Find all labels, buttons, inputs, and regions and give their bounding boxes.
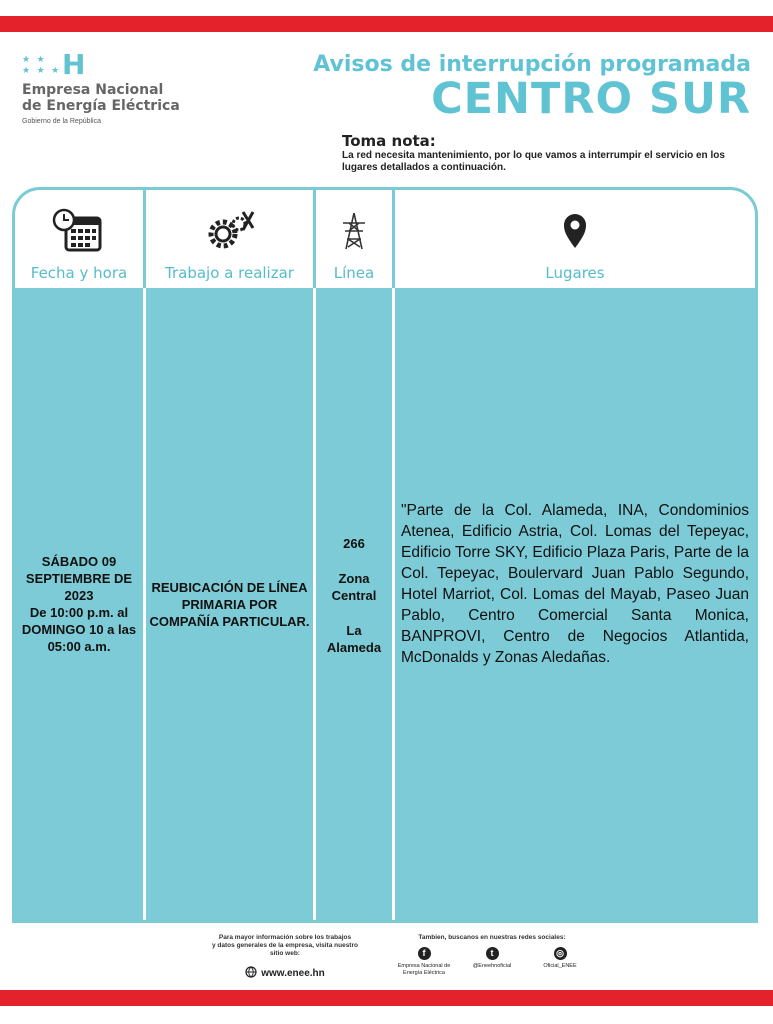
header-linea [316,190,392,288]
column-label-lugares: Lugares [545,264,605,282]
page-title: CENTRO SUR [431,74,751,124]
cell-linea [316,288,392,920]
company-name-line1: Empresa Nacional [22,82,164,98]
globe-icon [245,966,257,981]
location-pin-icon [395,206,755,256]
facebook-link[interactable] [392,947,456,976]
header-fecha [15,190,143,288]
cell-fecha [15,288,143,920]
line-area: Alameda [326,639,382,655]
notice-title: Toma nota: [342,132,436,150]
date-line: DOMINGO 10 a las [21,622,137,637]
date-line: De 10:00 p.m. al [29,605,129,620]
footer-info-line: Para mayor información sobre los trabajos [218,934,352,941]
footer-info [200,934,370,981]
line-number: 266 [343,535,365,551]
gears-tools-icon [146,206,313,256]
government-label: Gobierno de la República [22,118,101,125]
column-label-trabajo: Trabajo a realizar [165,264,294,282]
line-area: La [346,622,362,638]
footer-info-line: sitio web: [270,950,300,957]
date-line: SEPTIEMBRE DE [25,571,133,586]
page-subtitle: Avisos de interrupción programada [313,52,751,77]
column-label-fecha: Fecha y hora [30,264,128,282]
facebook-label: Energía Eléctrica [403,969,445,976]
footer-social [392,934,592,976]
footer-info-line: y datos generales de la empresa, visita nuestro [212,942,358,949]
website-text: www.enee.hn [261,968,325,979]
places-text: "Parte de la Col. Alameda, INA, Condominios Atenea, Edificio Astria, Col. Lomas del Tepeyac, Edificio Torre SKY, Edificio Plaza Paris, Parte de la Col. Tepeyac, Boulervard Juan Pablo Segundo, Hotel Marriot, Col. Lomas del Mayab, Paseo Juan Pablo, Centro Comercial Santa Monica, BANPROVI, Centro de Negocios Atlantida, McDonalds y Zonas Aledañas. [401,502,749,666]
table-header [15,190,755,288]
date-line: SÁBADO 09 [41,554,117,569]
date-line: 05:00 a.m. [47,639,111,654]
column-label-linea: Línea [333,264,375,282]
date-line: 2023 [64,588,94,603]
instagram-link[interactable] [528,947,592,976]
company-name-line2: de Energía Eléctrica [22,98,180,114]
stars-icon: ★ ★ ★ ★ ★ [22,54,62,75]
line-zone: Central [331,587,377,603]
bottom-red-bar [0,990,773,1006]
h-logo-icon: H [62,48,86,81]
enee-logo [22,48,222,125]
interruption-table [12,187,758,923]
website-link[interactable] [200,966,370,981]
top-red-bar [0,16,773,32]
header-lugares [395,190,755,288]
power-tower-icon [316,206,392,256]
social-title: Tambien, buscanos en nuestras redes sociales: [418,934,566,941]
facebook-label: Empresa Nacional de [397,963,451,969]
cell-lugares [395,288,755,920]
cell-trabajo [146,288,313,920]
notice-body: La red necesita mantenimiento, por lo que vamos a interrumpir el servicio en los lugares detallados a continuación. [342,150,725,173]
twitter-link[interactable] [460,947,524,976]
twitter-icon: t [486,947,499,960]
notice [342,132,752,174]
work-line: COMPAÑÍA PARTICULAR. [149,613,310,629]
instagram-icon: ◎ [554,947,567,960]
facebook-icon: f [418,947,431,960]
instagram-label: Oficial_ENEE [543,963,577,969]
work-line: PRIMARIA POR [181,596,278,612]
work-line: REUBICACIÓN DE LÍNEA [151,579,308,595]
line-zone: Zona [338,570,370,586]
header-trabajo [146,190,313,288]
twitter-label: @Eneehnoficial [472,963,512,969]
calendar-clock-icon [15,206,143,256]
